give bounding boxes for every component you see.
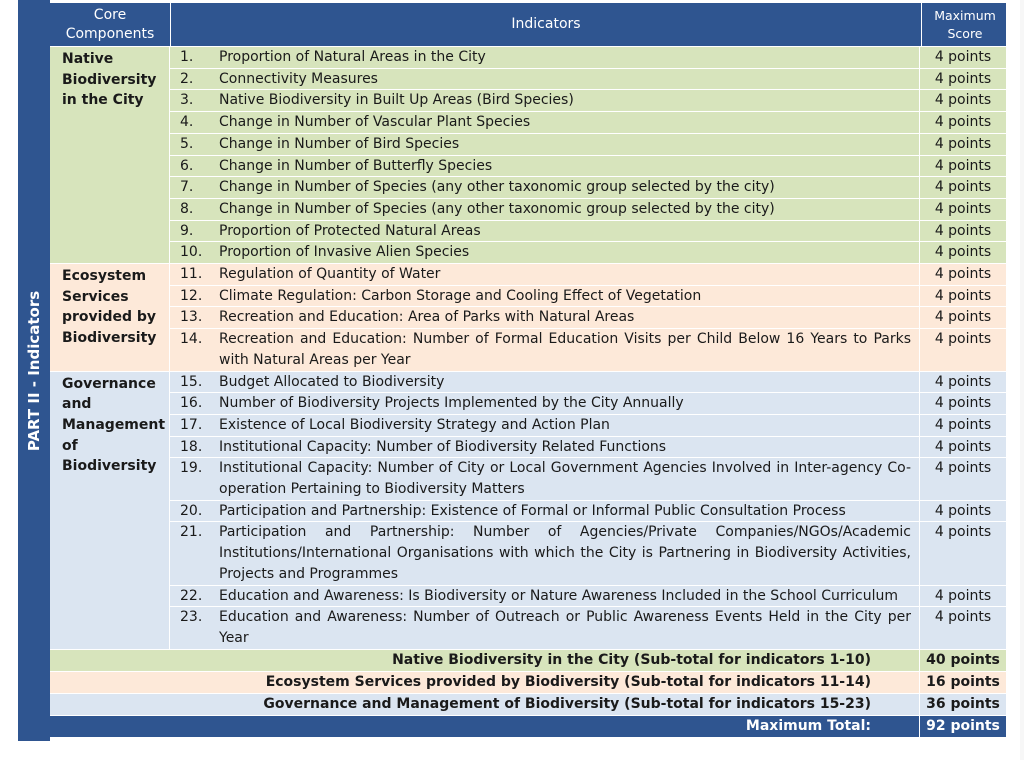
indicator-number: 18. <box>180 438 203 455</box>
section-governance <box>50 372 1006 650</box>
indicator-number: 8. <box>180 200 194 217</box>
indicator-number: 16. <box>180 395 203 412</box>
table-row <box>170 306 1006 328</box>
indicator-score: 4 points <box>934 609 992 626</box>
subtotal-value: 40 points <box>926 651 1000 668</box>
indicator-score: 4 points <box>934 244 992 261</box>
indicator-number: 2. <box>180 70 194 87</box>
indicator-text: Education and Awareness: Number of Outreach or Public Awareness Events Held in the City per Year <box>214 607 920 648</box>
indicator-score: 4 points <box>934 200 992 217</box>
table-row <box>170 457 1006 499</box>
indicator-score: 4 points <box>934 524 992 541</box>
subtotal-label: Ecosystem Services provided by Biodiversity (Sub-total for indicators 11-14) <box>50 672 920 693</box>
indicator-number: 7. <box>180 179 194 196</box>
indicator-score: 4 points <box>934 460 992 477</box>
indicator-number: 20. <box>180 502 203 519</box>
subtotal-label: Native Biodiversity in the City (Sub-total for indicators 1-10) <box>50 650 920 671</box>
indicator-text: Participation and Partnership: Number of Agencies/Private Companies/NGOs/Academic Institutions/International Organisations with which the City is Partnering in Biodiversity Activities, Projects and Programmes <box>214 522 920 584</box>
table-row <box>170 47 1006 68</box>
table-row <box>170 521 1006 584</box>
indicator-number: 10. <box>180 244 203 261</box>
indicator-score: 4 points <box>934 114 992 131</box>
indicator-text: Participation and Partnership: Existence of Formal or Informal Public Consultation Process <box>214 501 920 522</box>
indicator-score: 4 points <box>934 416 992 433</box>
indicator-score: 4 points <box>934 373 992 390</box>
table-header <box>50 3 1006 47</box>
indicator-score: 4 points <box>934 70 992 87</box>
indicator-score: 4 points <box>934 179 992 196</box>
indicator-text: Connectivity Measures <box>214 69 920 90</box>
indicator-number: 21. <box>180 524 203 541</box>
indicator-number: 1. <box>180 49 194 65</box>
indicator-score: 4 points <box>934 222 992 239</box>
side-band-label-wrap <box>18 0 50 741</box>
indicator-score: 4 points <box>934 395 992 412</box>
indicator-score: 4 points <box>934 135 992 152</box>
total-value: 92 points <box>926 717 1000 734</box>
indicator-text: Proportion of Invasive Alien Species <box>214 242 920 263</box>
table-row <box>170 111 1006 133</box>
indicator-text: Recreation and Education: Number of Formal Education Visits per Child Below 16 Years to Parks with Natural Areas per Year <box>214 329 920 370</box>
indicator-number: 22. <box>180 587 203 604</box>
section-native-biodiversity <box>50 47 1006 264</box>
table-row <box>170 155 1006 177</box>
indicator-number: 4. <box>180 114 194 131</box>
table-row <box>170 392 1006 414</box>
indicator-text: Climate Regulation: Carbon Storage and Cooling Effect of Vegetation <box>214 286 920 307</box>
indicator-text: Existence of Local Biodiversity Strategy and Action Plan <box>214 415 920 436</box>
indicator-number: 23. <box>180 609 203 626</box>
subtotal-value: 36 points <box>926 695 1000 712</box>
indicator-number: 3. <box>180 92 194 109</box>
component-label: Ecosystem Services provided by Biodiversity <box>50 264 170 371</box>
indicator-rows <box>170 372 1006 649</box>
section-ecosystem-services <box>50 264 1006 372</box>
indicator-number: 17. <box>180 416 203 433</box>
maximum-total-row <box>50 716 1006 738</box>
total-label: Maximum Total: <box>50 716 920 737</box>
indicator-text: Institutional Capacity: Number of Biodiversity Related Functions <box>214 437 920 458</box>
indicator-score: 4 points <box>934 266 992 283</box>
indicators-table <box>50 3 1006 738</box>
indicator-score: 4 points <box>934 331 992 348</box>
indicator-text: Institutional Capacity: Number of City or Local Government Agencies Involved in Inter-agency Co-operation Pertaining to Biodiversity Matters <box>214 458 920 499</box>
indicator-text: Change in Number of Butterfly Species <box>214 156 920 177</box>
indicator-rows <box>170 264 1006 371</box>
indicator-score: 4 points <box>934 92 992 109</box>
indicator-score: 4 points <box>934 157 992 174</box>
table-row <box>170 414 1006 436</box>
table-row <box>170 89 1006 111</box>
indicator-score: 4 points <box>934 49 992 65</box>
header-indicators: Indicators <box>171 3 922 46</box>
table-row <box>170 285 1006 307</box>
indicator-number: 15. <box>180 373 203 390</box>
indicator-number: 19. <box>180 460 203 477</box>
table-row <box>170 133 1006 155</box>
component-label: Governance and Management of Biodiversity <box>50 372 170 649</box>
indicator-text: Budget Allocated to Biodiversity <box>214 372 920 393</box>
subtotal-native <box>50 650 1006 672</box>
subtotal-value: 16 points <box>926 673 1000 690</box>
table-row <box>170 176 1006 198</box>
table-row <box>170 500 1006 522</box>
indicator-number: 12. <box>180 287 203 304</box>
table-row <box>170 585 1006 607</box>
header-maximum-score: Maximum Score <box>934 7 996 41</box>
indicator-text: Native Biodiversity in Built Up Areas (Bird Species) <box>214 90 920 111</box>
table-row <box>170 220 1006 242</box>
indicator-text: Proportion of Natural Areas in the City <box>214 47 920 68</box>
indicator-score: 4 points <box>934 287 992 304</box>
subtotal-ecosystem <box>50 672 1006 694</box>
indicator-number: 9. <box>180 222 194 239</box>
table-row <box>170 328 1006 370</box>
component-label: Native Biodiversity in the City <box>50 47 170 263</box>
indicator-number: 5. <box>180 135 194 152</box>
indicator-text: Recreation and Education: Area of Parks with Natural Areas <box>214 307 920 328</box>
indicator-score: 4 points <box>934 587 992 604</box>
side-label: PART II - Indicators <box>25 290 43 451</box>
subtotal-governance <box>50 694 1006 716</box>
indicator-text: Proportion of Protected Natural Areas <box>214 221 920 242</box>
indicator-text: Change in Number of Vascular Plant Species <box>214 112 920 133</box>
indicator-score: 4 points <box>934 502 992 519</box>
indicator-text: Change in Number of Species (any other taxonomic group selected by the city) <box>214 177 920 198</box>
table-row <box>170 198 1006 220</box>
indicator-number: 6. <box>180 157 194 174</box>
table-row <box>170 68 1006 90</box>
indicator-text: Number of Biodiversity Projects Implemented by the City Annually <box>214 393 920 414</box>
table-row <box>170 606 1006 648</box>
indicator-text: Education and Awareness: Is Biodiversity or Nature Awareness Included in the School Curriculum <box>214 586 920 607</box>
header-core-components: Core Components <box>50 3 171 46</box>
table-row <box>170 241 1006 263</box>
subtotal-label: Governance and Management of Biodiversity (Sub-total for indicators 15-23) <box>50 694 920 715</box>
table-row <box>170 264 1006 285</box>
indicator-number: 13. <box>180 309 203 326</box>
indicator-text: Change in Number of Species (any other taxonomic group selected by the city) <box>214 199 920 220</box>
indicator-rows <box>170 47 1006 263</box>
table-row <box>170 372 1006 393</box>
indicator-score: 4 points <box>934 309 992 326</box>
indicator-score: 4 points <box>934 438 992 455</box>
indicator-number: 11. <box>180 266 203 283</box>
indicator-text: Regulation of Quantity of Water <box>214 264 920 285</box>
indicator-number: 14. <box>180 331 203 348</box>
indicator-text: Change in Number of Bird Species <box>214 134 920 155</box>
table-row <box>170 436 1006 458</box>
